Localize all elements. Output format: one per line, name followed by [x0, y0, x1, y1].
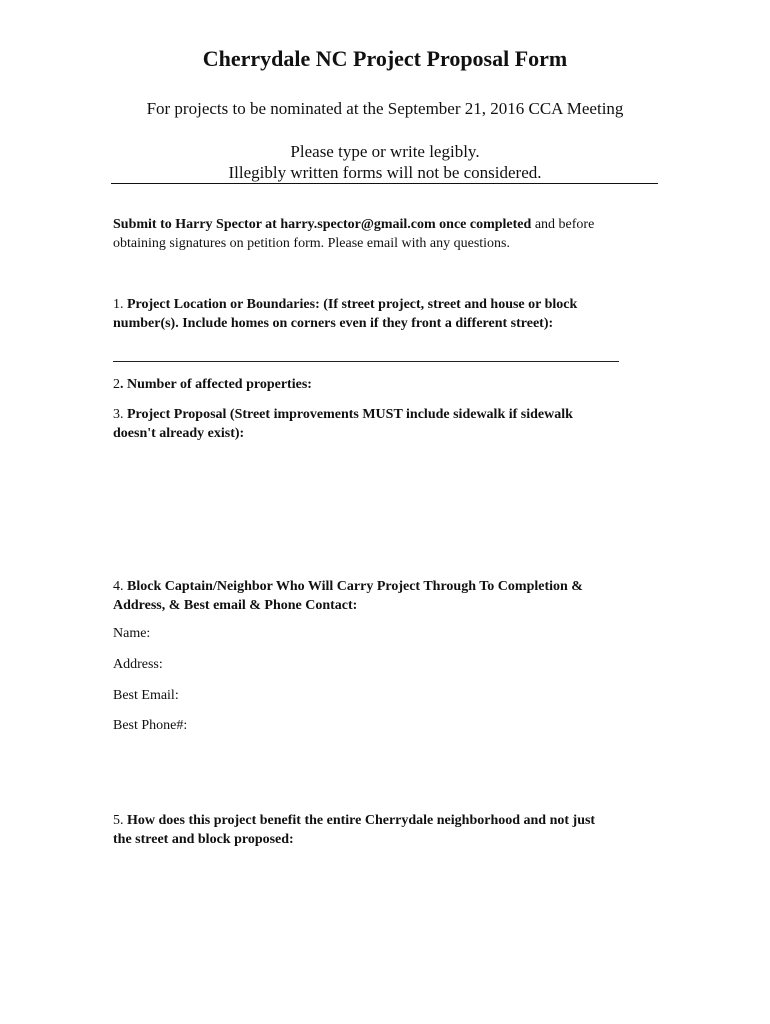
question-1-answer-line[interactable] [113, 361, 619, 362]
question-5-number: 5. [113, 813, 127, 828]
question-5 [113, 811, 673, 849]
name-field-label: Name: [113, 626, 151, 641]
question-4-number: 4. [113, 579, 127, 594]
question-2-text: . Number of affected properties: [120, 377, 312, 392]
submit-instructions [113, 215, 673, 253]
submit-instructions-text-a: and before [531, 217, 595, 232]
question-3-text-a: Project Proposal (Street improvements MUST include sidewalk if sidewalk [127, 407, 573, 422]
question-2 [113, 375, 673, 394]
question-1-text-a: Project Location or Boundaries: (If street project, street and house or block [127, 297, 578, 312]
instruction-line-2: Illegibly written forms will not be considered. [228, 163, 542, 182]
question-1-text-b: number(s). Include homes on corners even if they front a different street): [113, 316, 554, 331]
question-3-number: 3. [113, 407, 127, 422]
submit-instructions-text-b: obtaining signatures on petition form. Please email with any questions. [113, 236, 510, 251]
question-2-number: 2 [113, 377, 120, 392]
question-4 [113, 577, 673, 615]
instruction-line-1: Please type or write legibly. [290, 142, 480, 161]
question-5-text-a: How does this project benefit the entire Cherrydale neighborhood and not just [127, 813, 596, 828]
question-1 [113, 295, 673, 333]
address-field-label: Address: [113, 657, 163, 672]
email-field-label: Best Email: [113, 688, 179, 703]
form-subtitle: For projects to be nominated at the September 21, 2016 CCA Meeting [146, 99, 624, 118]
phone-field-label: Best Phone#: [113, 718, 188, 733]
question-4-text-a: Block Captain/Neighbor Who Will Carry Project Through To Completion & [127, 579, 583, 594]
submit-instructions-bold: Submit to Harry Spector at harry.spector@gmail.com once completed [113, 217, 532, 232]
question-3 [113, 405, 673, 443]
header-divider [111, 183, 658, 184]
form-title: Cherrydale NC Project Proposal Form [202, 46, 568, 71]
question-3-text-b: doesn't already exist): [113, 426, 245, 441]
question-5-text-b: the street and block proposed: [113, 832, 294, 847]
question-1-number: 1. [113, 297, 127, 312]
question-4-text-b: Address, & Best email & Phone Contact: [113, 598, 358, 613]
